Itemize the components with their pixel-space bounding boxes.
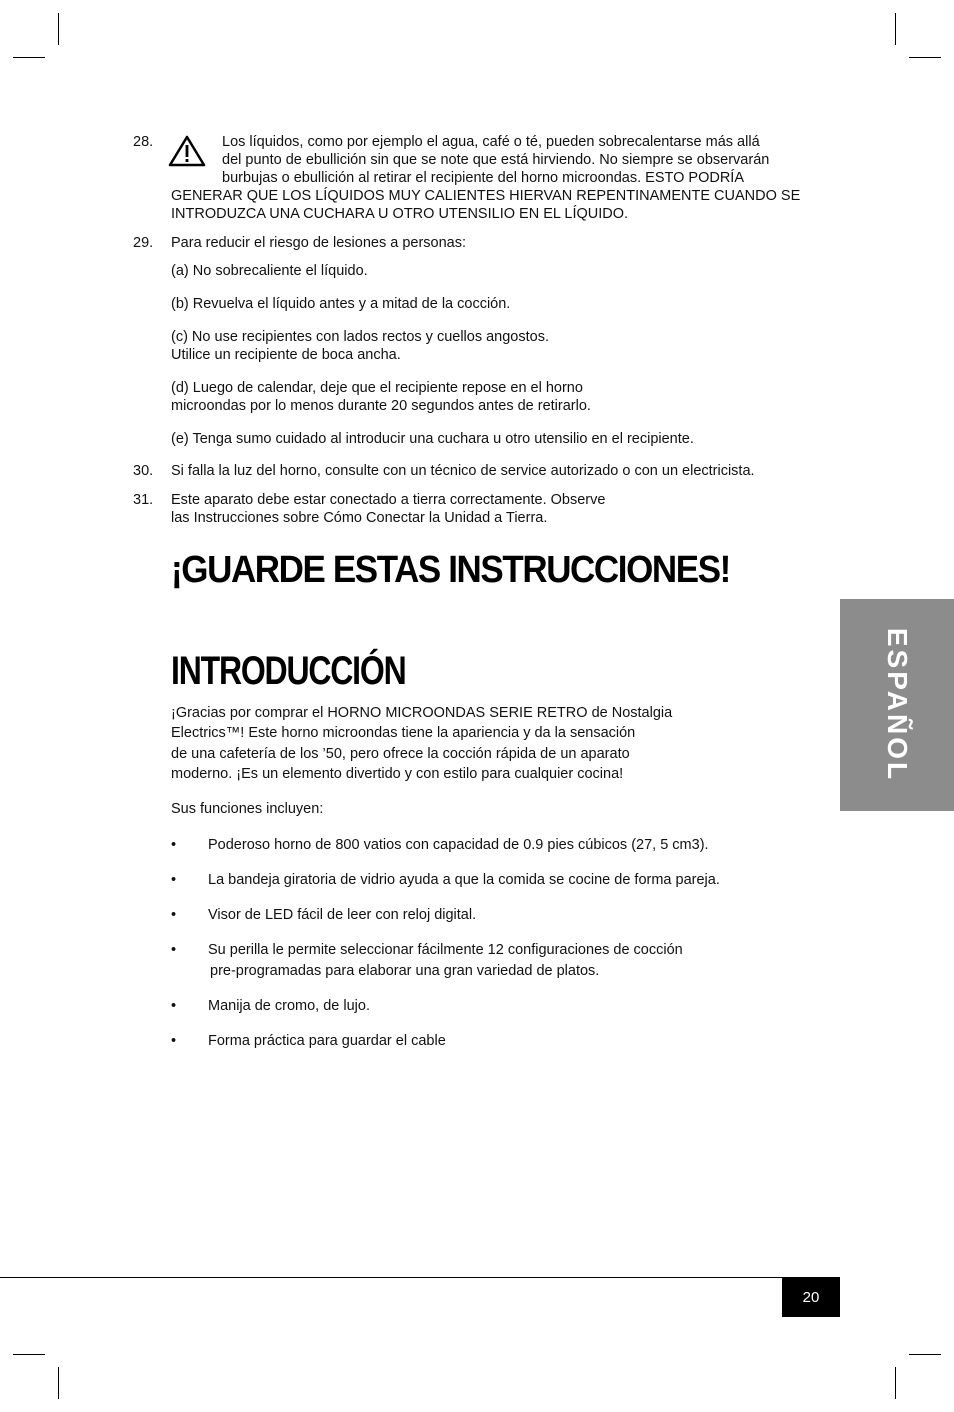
intro-text: ¡Gracias por comprar el HORNO MICROONDAS SERIE RETRO de Nostalgia bbox=[171, 705, 673, 721]
item-text: GENERAR QUE LOS LÍQUIDOS MUY CALIENTES HIERVAN REPENTINAMENTE CUANDO SE bbox=[171, 188, 801, 204]
item-text: del punto de ebullición sin que se note que está hirviendo. No siempre se observarán bbox=[222, 152, 770, 168]
sub-item: Utilice un recipiente de boca ancha. bbox=[171, 347, 401, 363]
item-text: burbujas o ebullición al retirar el recipiente del horno microondas. ESTO PODRÍA bbox=[222, 170, 744, 186]
feature-item: Su perilla le permite seleccionar fácilmente 12 configuraciones de cocción bbox=[208, 942, 683, 958]
item-text: Este aparato debe estar conectado a tierra correctamente. Observe bbox=[171, 492, 606, 508]
page-number: 20 bbox=[782, 1278, 840, 1317]
sub-item: (c) No use recipientes con lados rectos y cuellos angostos. bbox=[171, 329, 549, 345]
features-label: Sus funciones incluyen: bbox=[171, 801, 324, 817]
crop-mark bbox=[895, 1367, 896, 1399]
intro-text: moderno. ¡Es un elemento divertido y con estilo para cualquier cocina! bbox=[171, 766, 624, 782]
language-tab bbox=[840, 599, 954, 811]
language-tab-label: ESPAÑOL bbox=[882, 627, 913, 783]
bullet-icon: • bbox=[171, 942, 177, 958]
intro-text: Electrics™! Este horno microondas tiene la apariencia y da la sensación bbox=[171, 725, 636, 741]
item-text: Para reducir el riesgo de lesiones a personas: bbox=[171, 235, 466, 251]
crop-mark bbox=[895, 13, 896, 45]
footer-rule bbox=[0, 1277, 840, 1278]
item-number: 30. bbox=[133, 463, 154, 479]
crop-mark bbox=[13, 1354, 45, 1355]
item-number: 31. bbox=[133, 492, 154, 508]
feature-item: Manija de cromo, de lujo. bbox=[208, 998, 370, 1014]
crop-mark bbox=[58, 13, 59, 45]
save-instructions-heading: ¡GUARDE ESTAS INSTRUCCIONES! bbox=[171, 549, 730, 591]
introduction-heading: INTRODUCCIÓN bbox=[171, 649, 406, 693]
sub-item: (b) Revuelva el líquido antes y a mitad de la cocción. bbox=[171, 296, 511, 312]
crop-mark bbox=[909, 57, 941, 58]
feature-item: pre-programadas para elaborar una gran variedad de platos. bbox=[210, 963, 600, 979]
feature-item: Poderoso horno de 800 vatios con capacidad de 0.9 pies cúbicos (27, 5 cm3). bbox=[208, 837, 709, 853]
intro-text: de una cafetería de los ’50, pero ofrece la cocción rápida de un aparato bbox=[171, 746, 630, 762]
crop-mark bbox=[13, 57, 45, 58]
item-number: 28. bbox=[133, 134, 154, 150]
bullet-icon: • bbox=[171, 1033, 177, 1049]
sub-item: (d) Luego de calendar, deje que el recipiente repose en el horno bbox=[171, 380, 583, 396]
crop-mark bbox=[909, 1354, 941, 1355]
item-text: las Instrucciones sobre Cómo Conectar la Unidad a Tierra. bbox=[171, 510, 548, 526]
sub-item: (e) Tenga sumo cuidado al introducir una cuchara u otro utensilio en el recipiente. bbox=[171, 431, 694, 447]
item-number: 29. bbox=[133, 235, 154, 251]
bullet-icon: • bbox=[171, 907, 177, 923]
feature-item: Forma práctica para guardar el cable bbox=[208, 1033, 446, 1049]
item-text: INTRODUZCA UNA CUCHARA U OTRO UTENSILIO EN EL LÍQUIDO. bbox=[171, 206, 629, 222]
bullet-icon: • bbox=[171, 872, 177, 888]
bullet-icon: • bbox=[171, 837, 177, 853]
sub-item: (a) No sobrecaliente el líquido. bbox=[171, 263, 368, 279]
item-text: Los líquidos, como por ejemplo el agua, café o té, pueden sobrecalentarse más allá bbox=[222, 134, 760, 150]
sub-item: microondas por lo menos durante 20 segundos antes de retirarlo. bbox=[171, 398, 591, 414]
bullet-icon: • bbox=[171, 998, 177, 1014]
feature-item: Visor de LED fácil de leer con reloj digital. bbox=[208, 907, 477, 923]
item-text: Si falla la luz del horno, consulte con un técnico de service autorizado o con un electricista. bbox=[171, 463, 755, 479]
feature-item: La bandeja giratoria de vidrio ayuda a que la comida se cocine de forma pareja. bbox=[208, 872, 720, 888]
crop-mark bbox=[58, 1367, 59, 1399]
warning-icon bbox=[168, 134, 206, 168]
